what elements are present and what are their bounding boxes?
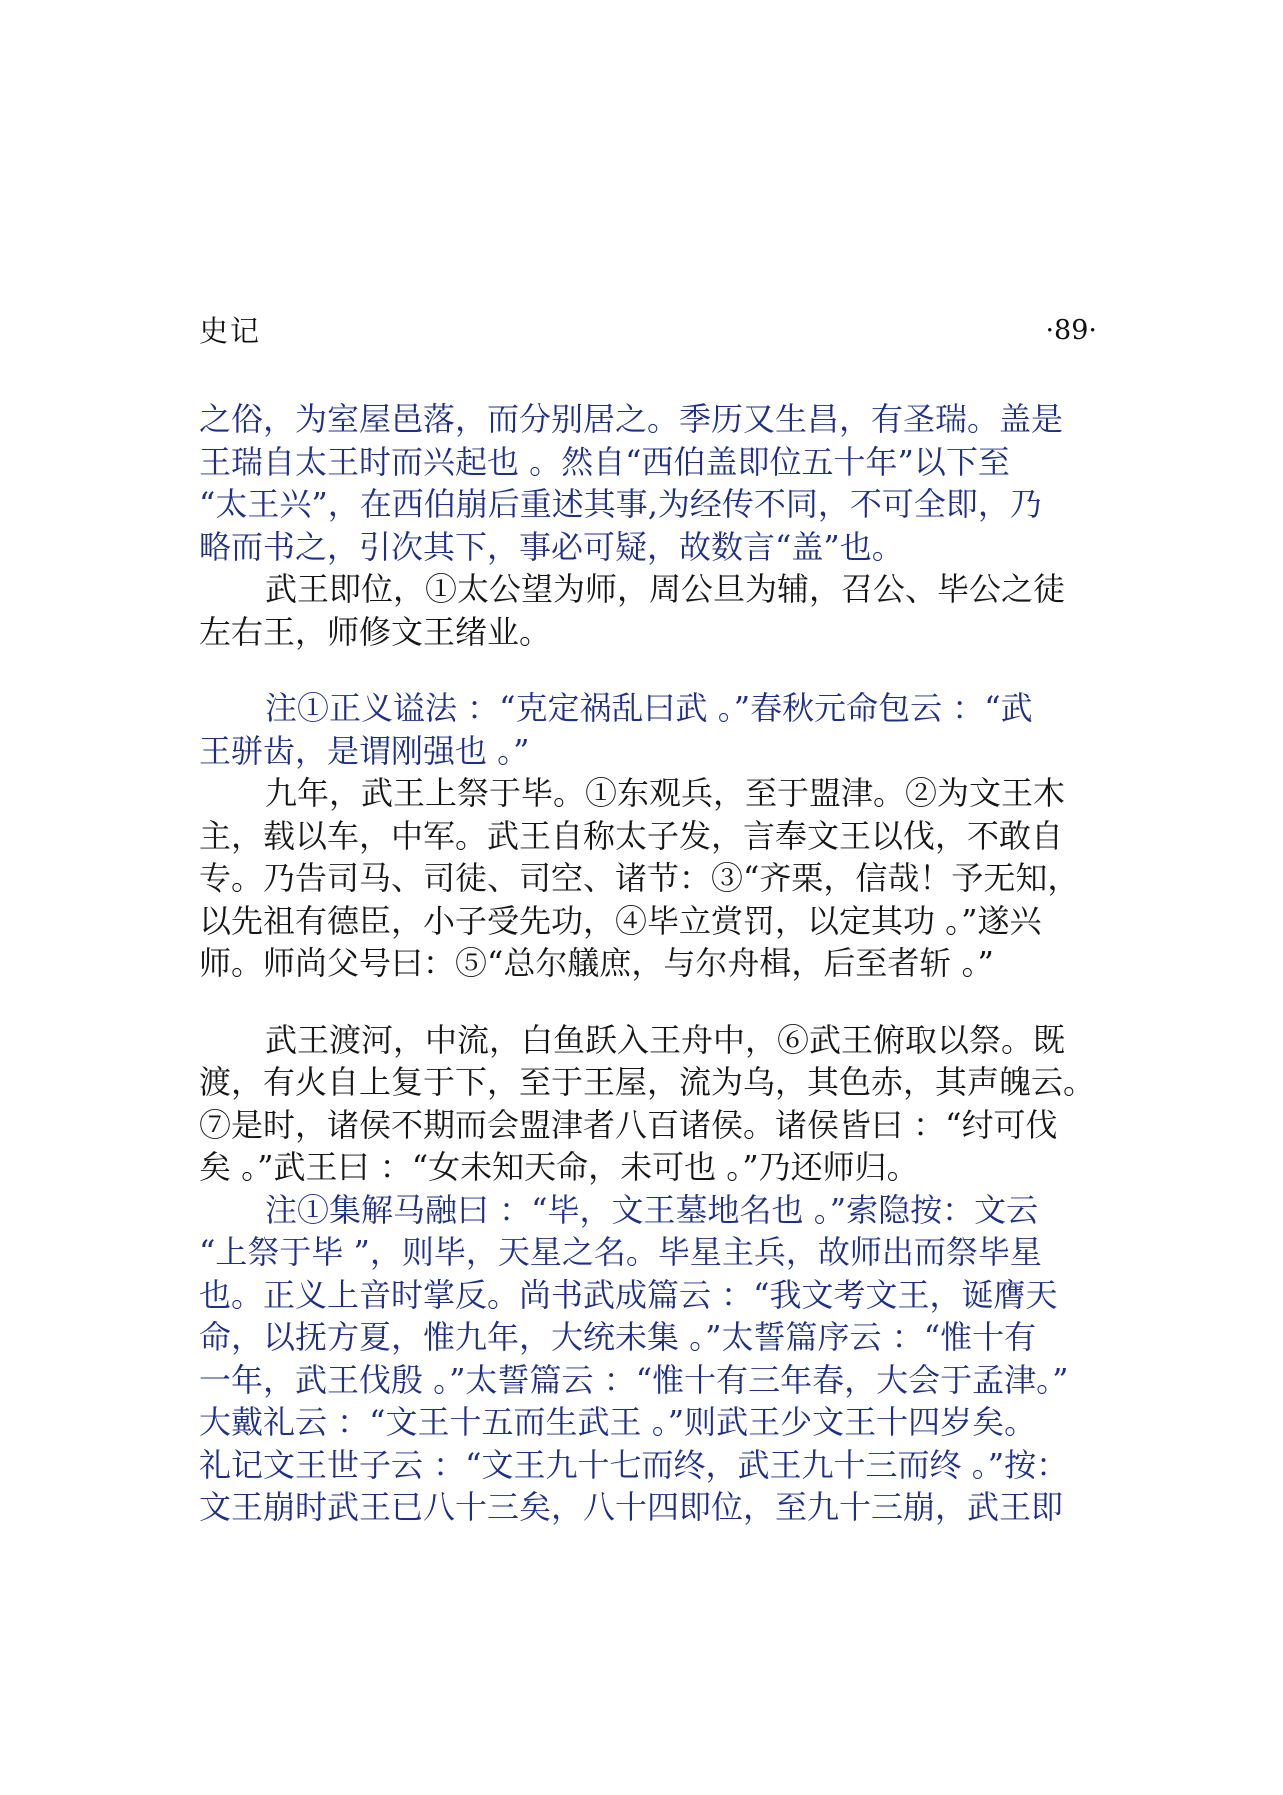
text-line: 注①集解马融曰 ：“毕，文王墓地名也 。”索隐按：文云 bbox=[265, 1190, 1039, 1229]
text-line: 文王崩时武王已八十三矣，八十四即位，至九十三崩，武王即 bbox=[199, 1488, 1064, 1526]
text-line: 武王即位，①太公望为师，周公旦为辅，召公、毕公之徒 bbox=[265, 570, 1066, 608]
paragraph-gap bbox=[199, 653, 1099, 687]
text-line: 王瑞自太王时而兴起也 。然自“西伯盖即位五十年”以下至 bbox=[199, 442, 1010, 481]
annotation-paragraph bbox=[199, 687, 1099, 772]
text-line: 左右王，师修文王绪业。 bbox=[199, 612, 552, 651]
text-line: 注①正义谥法 ：“克定祸乱曰武 。”春秋元命包云 ：“武 bbox=[265, 689, 1033, 727]
text-paragraph bbox=[199, 1019, 1099, 1189]
text-line: 命，以抚方夏，惟九年，大统未集 。”太誓篇序云 ：“惟十有 bbox=[199, 1318, 1037, 1356]
book-title: 史记 bbox=[199, 314, 262, 348]
text-line: 矣 。”武王曰 ：“女未知天命，未可也 。”乃还师归。 bbox=[199, 1148, 919, 1186]
page-number: ·89· bbox=[1045, 315, 1097, 346]
text-line: 武王渡河，中流，白鱼跃入王舟中，⑥武王俯取以祭。既 bbox=[265, 1020, 1066, 1059]
paragraph-gap bbox=[199, 985, 1099, 1019]
annotation-paragraph bbox=[199, 398, 1099, 568]
text-line: 以先祖有德臣，小子受先功，④毕立赏罚，以定其功 。”遂兴 bbox=[199, 901, 1042, 940]
text-line: 也。正义上音时掌反。尚书武成篇云 ：“我文考文王，诞膺天 bbox=[199, 1275, 1058, 1314]
text-line: 略而书之，引次其下，事必可疑，故数言“盖”也。 bbox=[199, 527, 904, 566]
page-header bbox=[199, 308, 1097, 354]
text-line: 礼记文王世子云 ：“文王九十七而终，武王九十三而终 。”按： bbox=[199, 1445, 1069, 1484]
text-line: “上祭于毕 ”，则毕，天星之名。毕星主兵，故师出而祭毕星 bbox=[199, 1233, 1042, 1271]
text-line: ⑦是时，诸侯不期而会盟津者八百诸侯。诸侯皆曰 ：“纣可伐 bbox=[199, 1105, 1058, 1144]
text-line: 大戴礼云 ：“文王十五而生武王 。”则武王少文王十四岁矣。 bbox=[199, 1403, 1037, 1441]
text-line: 主，载以车，中军。武王自称太子发，言奉文王以伐，不敢自 bbox=[199, 816, 1064, 855]
text-line: 专。乃告司马、司徒、司空、诸节：③“齐栗，信哉！予无知， bbox=[199, 859, 1080, 897]
annotation-paragraph bbox=[199, 1189, 1099, 1529]
text-paragraph bbox=[199, 772, 1099, 985]
text-line: 渡，有火自上复于下，至于王屋，流为乌，其色赤，其声魄云。 bbox=[199, 1063, 1096, 1101]
text-line: 王骈齿，是谓刚强也 。” bbox=[199, 731, 530, 770]
page-body bbox=[199, 398, 1099, 1529]
text-paragraph bbox=[199, 568, 1099, 653]
text-line: 九年，武王上祭于毕。①东观兵，至于盟津。②为文王木 bbox=[265, 774, 1066, 812]
text-line: “太王兴”，在西伯崩后重述其事,为经传不同，不可全即，乃 bbox=[199, 485, 1042, 523]
text-line: 之俗，为室屋邑落，而分别居之。季历又生昌，有圣瑞。盖是 bbox=[199, 400, 1064, 438]
text-line: 师。师尚父号曰：⑤“总尔艤庶，与尔舟楫，后至者斩 。” bbox=[199, 944, 994, 982]
text-line: 一年，武王伐殷 。”太誓篇云 ：“惟十有三年春，大会于孟津。” bbox=[199, 1360, 1069, 1399]
